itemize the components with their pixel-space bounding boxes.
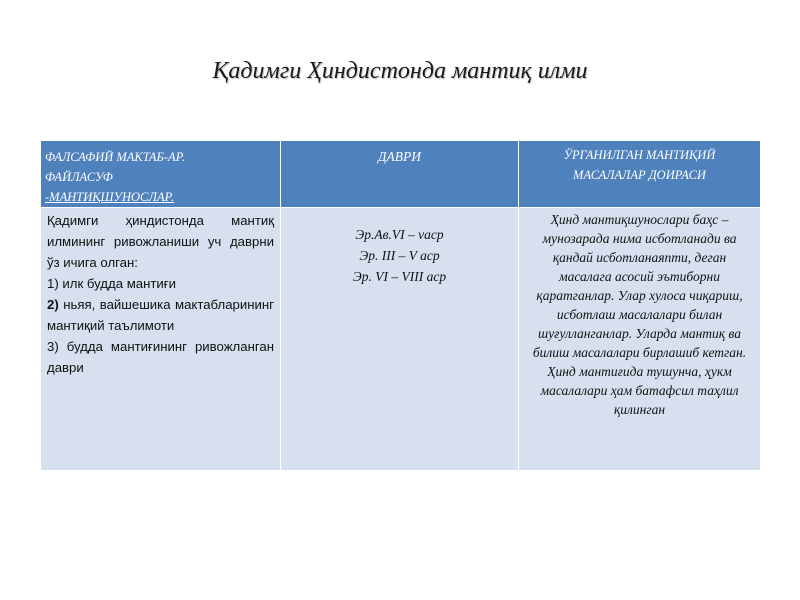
header-schools-line1: ФАЛСАФИЙ МАКТАБ-АР. bbox=[45, 150, 186, 164]
topics-text: Ҳинд мантиқшунослари баҳс – мунозарада нима исботланади ва қандай исботланаяпти, деган масалага асосий эътиборни қаратганлар. Улар хулоса чиқариш, исботлаш масалалари билан шуғулланганлар. Уларда мантиқ ва билиш масалалари бирлашиб кетган. Ҳинд мантиғида тушунча, ҳукм масалалари ҳам батафсил таҳлил қилинган bbox=[532, 212, 747, 417]
period-line-1: Эр.Ав.VI – vаср bbox=[355, 227, 444, 242]
schools-item-2 bbox=[47, 294, 274, 336]
schools-item-2-text: ньяя, вайшешика мактабларининг мантиқий таълимоти bbox=[47, 297, 274, 333]
header-cell-topics bbox=[519, 141, 761, 208]
schools-item-2-number: 2) bbox=[47, 297, 59, 312]
header-cell-schools bbox=[41, 141, 281, 208]
period-line-2: Эр. III – V аср bbox=[359, 248, 440, 263]
header-cell-period bbox=[281, 141, 519, 208]
header-period-label: ДАВРИ bbox=[377, 149, 422, 164]
cell-topics bbox=[519, 208, 761, 471]
header-schools-line2: ФАЙЛАСУФ bbox=[45, 170, 113, 184]
period-line-3: Эр. VI – VIII аср bbox=[352, 269, 447, 284]
table-header-row bbox=[41, 141, 761, 208]
content-table bbox=[40, 140, 761, 471]
cell-period bbox=[281, 208, 519, 471]
schools-intro: Қадимги ҳиндистонда мантиқ илмининг ривожланиши уч даврни ўз ичига олган: bbox=[47, 213, 274, 270]
table-row bbox=[41, 208, 761, 471]
header-topics-label: ЎРГАНИЛГАН МАНТИҚИЙ МАСАЛАЛАР ДОИРАСИ bbox=[563, 148, 716, 182]
schools-item-1: 1) илк будда мантиғи bbox=[47, 276, 176, 291]
header-schools-line3: -МАНТИҚШУНОСЛАР. bbox=[45, 190, 175, 204]
schools-item-3: 3) будда мантиғининг ривожланган даври bbox=[47, 339, 274, 375]
slide-title: Қадимги Ҳиндистонда мантиқ илми bbox=[212, 58, 588, 84]
cell-schools bbox=[41, 208, 281, 471]
